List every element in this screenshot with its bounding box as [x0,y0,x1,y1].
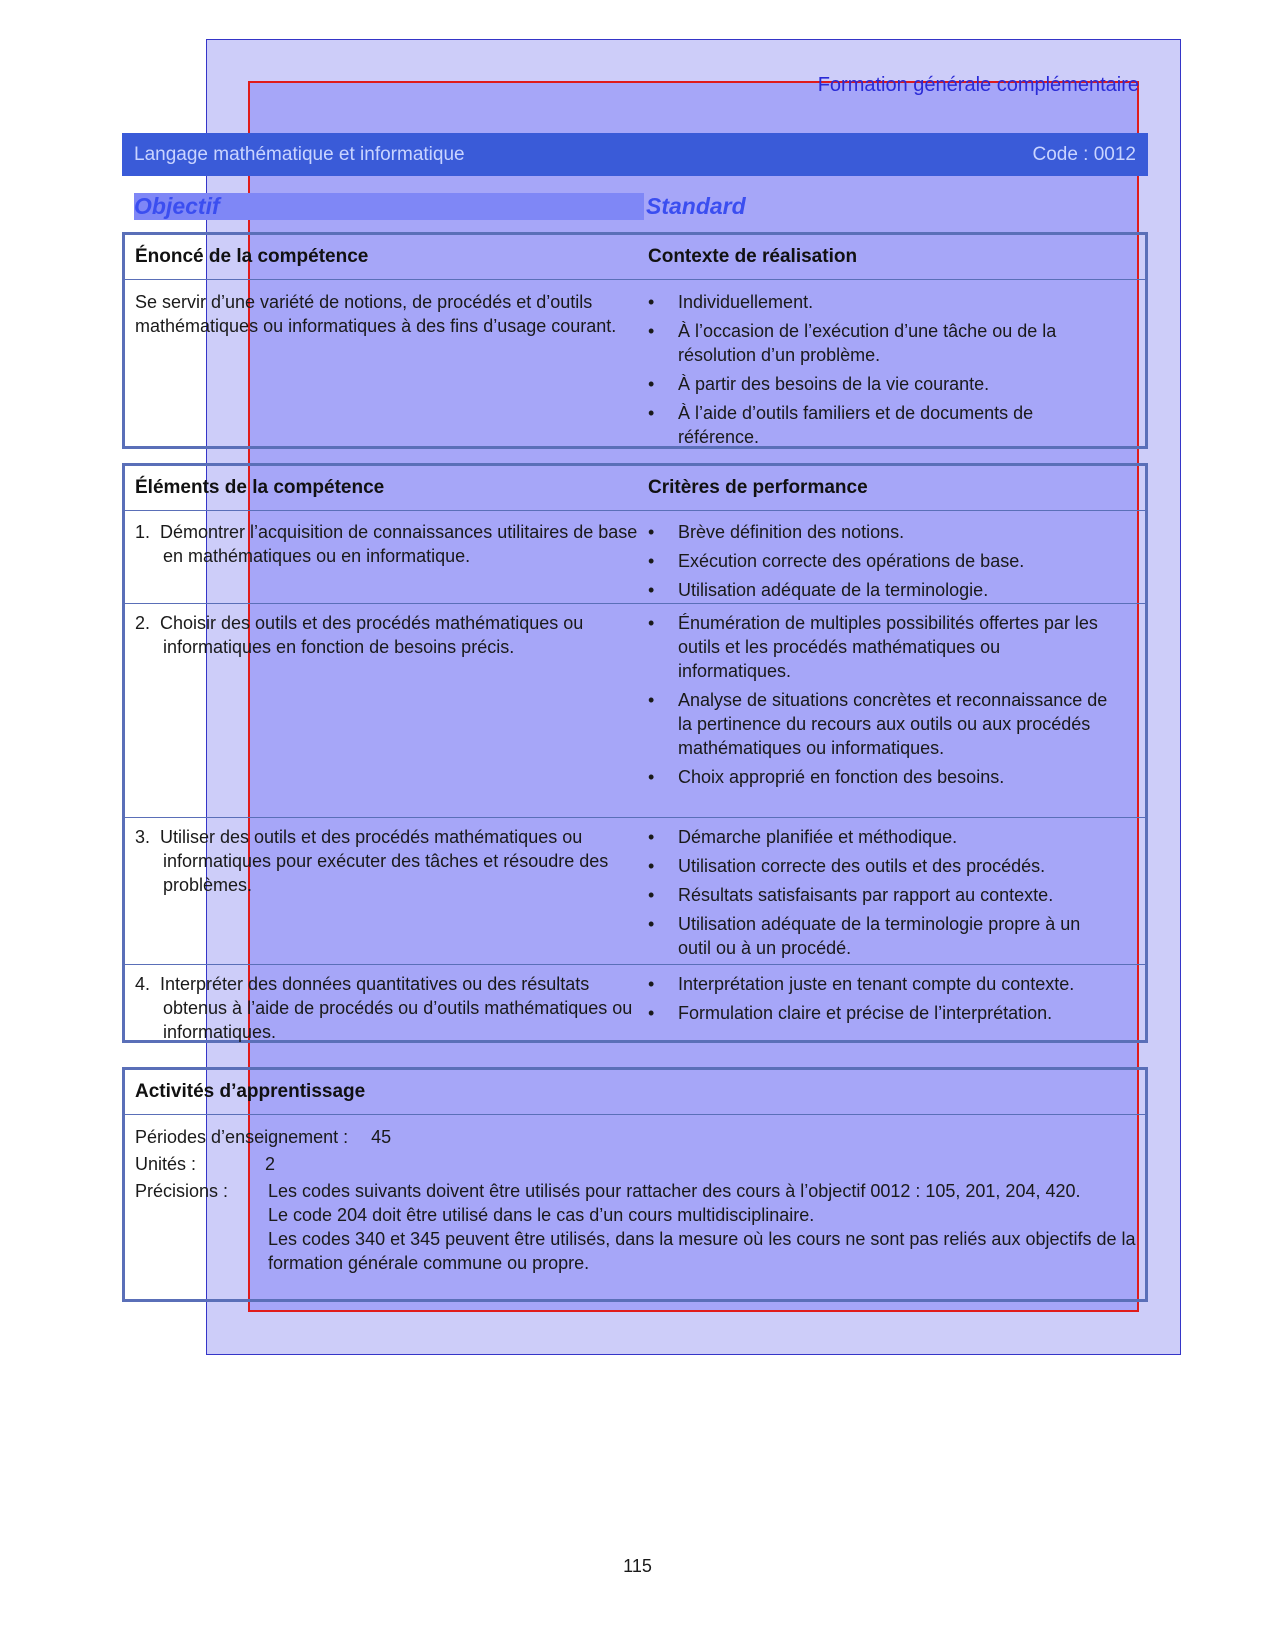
context-item: • Individuellement. [648,290,1118,314]
criterion-item: • Formulation claire et précise de l’interprétation. [648,1001,1118,1025]
statement-header: Énoncé de la compétence [135,246,369,267]
element-text: 1. Démontrer l’acquisition de connaissances utilitaires de base en mathématiques ou en informatique. [135,522,638,566]
precisions-list [268,1179,1143,1275]
criterion-item: • Utilisation adéquate de la terminologie. [648,578,1118,602]
units-line [135,1152,275,1176]
context-item: • À l’occasion de l’exécution d’une tâche ou de la résolution d’un problème. [648,319,1118,367]
periods-line [135,1125,391,1149]
subject-title: Langage mathématique et informatique [134,144,465,165]
criterion-item: • Résultats satisfaisants par rapport au contexte. [648,883,1118,907]
elements-header: Éléments de la compétence [135,477,385,498]
context-item: • À partir des besoins de la vie courante. [648,372,1118,396]
criteria-list [648,825,1118,965]
context-header: Contexte de réalisation [648,246,858,267]
precision-item: Le code 204 doit être utilisé dans le cas d’un cours multidisciplinaire. [268,1205,815,1225]
criteria-list [648,972,1118,1030]
criteria-list [648,611,1118,794]
competency-statement-header [125,235,1145,280]
section-heads [134,193,1134,225]
running-head: Formation générale complémentaire [817,74,1139,96]
context-list [648,290,1118,454]
learning-activities-box [122,1067,1148,1302]
element-text: 2. Choisir des outils et des procédés mathématiques ou informatiques en fonction de besoins précis. [135,613,584,657]
periods-label: Périodes d’enseignement : [135,1127,349,1147]
criterion-item: • Analyse de situations concrètes et reconnaissance de la pertinence du recours aux outils ou aux procédés mathématiques ou informatiques. [648,688,1118,760]
element-row-2 [125,603,1145,818]
criteria-header: Critères de performance [648,477,868,498]
activities-header: Activités d’apprentissage [135,1081,366,1102]
precisions-label: Précisions : [135,1181,229,1201]
element-row-3 [125,817,1145,965]
element-row-1 [125,511,1145,604]
competency-elements-box [122,463,1148,1043]
title-bar [122,133,1148,176]
criterion-item: • Énumération de multiples possibilités offertes par les outils et les procédés mathématiques ou informatiques. [648,611,1118,683]
precision-item: Les codes suivants doivent être utilisés pour rattacher des cours à l’objectif 0012 : 105, 201, 204, 420. [268,1181,1081,1201]
criterion-item: • Brève définition des notions. [648,520,1118,544]
competency-statement: Se servir d’une variété de notions, de procédés et d’outils mathématiques ou informatiques à des fins d’usage courant. [135,292,617,336]
objective-heading: Objectif [134,193,644,220]
context-item: • À l’aide d’outils familiers et de documents de référence. [648,401,1118,449]
criterion-item: • Choix approprié en fonction des besoins. [648,765,1118,789]
objective-code: Code : 0012 [1032,144,1136,165]
page-number: 115 [623,1556,652,1576]
standard-heading: Standard [646,193,746,219]
competency-elements-header [125,466,1145,511]
learning-activities-header [125,1070,1145,1115]
element-text: 4. Interpréter des données quantitatives ou des résultats obtenus à l’aide de procédés ou d’outils mathématiques ou informatiques. [135,974,633,1042]
units-label: Unités : [135,1154,197,1174]
criterion-item: • Exécution correcte des opérations de base. [648,549,1118,573]
element-text: 3. Utiliser des outils et des procédés mathématiques ou informatiques pour exécuter des tâches et résoudre des problèmes. [135,827,609,895]
competency-statement-box [122,232,1148,449]
criteria-list [648,520,1118,607]
criterion-item: • Démarche planifiée et méthodique. [648,825,1118,849]
periods-value: 45 [371,1127,392,1147]
element-row-4 [125,964,1145,1040]
precision-item: Les codes 340 et 345 peuvent être utilisés, dans la mesure où les cours ne sont pas reliés aux objectifs de la formation générale commune ou propre. [268,1229,1136,1273]
criterion-item: • Utilisation correcte des outils et des procédés. [648,854,1118,878]
units-value: 2 [265,1154,276,1174]
criterion-item: • Utilisation adéquate de la terminologie propre à un outil ou à un procédé. [648,912,1118,960]
criterion-item: • Interprétation juste en tenant compte du contexte. [648,972,1118,996]
